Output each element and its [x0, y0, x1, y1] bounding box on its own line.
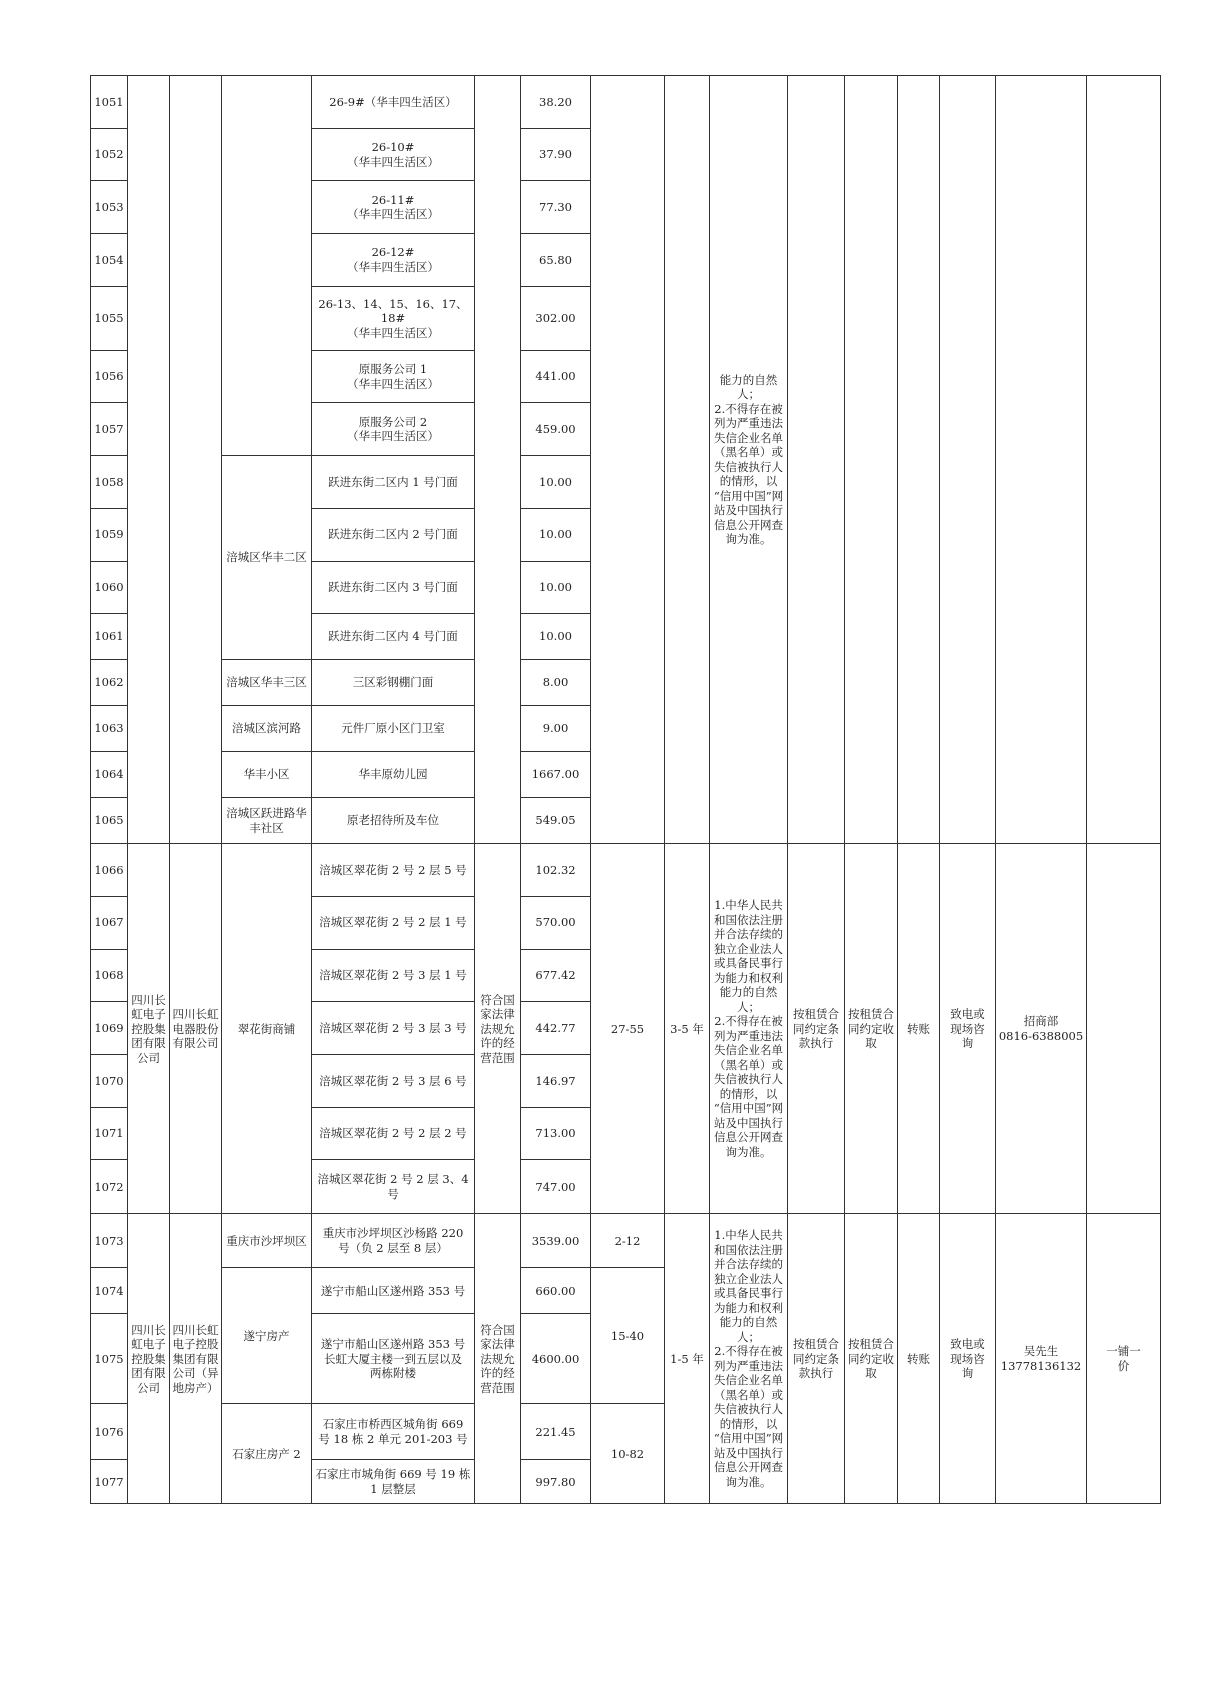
- location-cell-text: 涪城区翠花街 2 号 2 层 5 号: [319, 862, 467, 877]
- deposit-cell-text: 按租赁合 同约定条 款执行: [793, 1337, 839, 1381]
- unit-cell-text: 四川长虹 电子控股 集团有限 公司（异 地房产）: [172, 1322, 219, 1395]
- area-cell: [521, 234, 591, 287]
- area-cell: [521, 76, 591, 129]
- contact-cell-text: 招商部 0816-6388005: [998, 1014, 1084, 1043]
- area-cell-text: 8.00: [542, 675, 569, 690]
- location-cell: [312, 456, 475, 509]
- area-cell: [521, 508, 591, 561]
- row-number: [91, 181, 128, 234]
- row-number: [91, 76, 128, 129]
- method-cell: [1087, 76, 1161, 844]
- location-cell: [312, 1160, 475, 1214]
- location-cell-text: 跃进东街二区内 3 号门面: [328, 580, 458, 595]
- project-cell-text: 涪城区跃进路华 丰社区: [226, 806, 307, 835]
- row-number: [91, 1268, 128, 1314]
- row-number-text: 1060: [94, 580, 124, 595]
- deposit-cell: [788, 844, 845, 1214]
- scope-cell: [475, 76, 521, 844]
- location-cell: [312, 561, 475, 614]
- price-cell-text: 10-82: [610, 1446, 645, 1461]
- row-number: [91, 1002, 128, 1055]
- row-number: [91, 561, 128, 614]
- owner-cell: [128, 844, 170, 1214]
- project-cell: [222, 798, 312, 844]
- owner-cell: [128, 76, 170, 844]
- contact-cell: [996, 1214, 1087, 1504]
- area-cell-text: 10.00: [539, 527, 572, 542]
- area-cell-text: 4600.00: [531, 1351, 580, 1366]
- area-cell: [521, 1314, 591, 1404]
- location-cell: [312, 181, 475, 234]
- location-cell: [312, 1404, 475, 1460]
- location-cell-text: 石家庄市城角街 669 号 19 栋 1 层整层: [315, 1467, 471, 1496]
- row-number-text: 1073: [94, 1233, 124, 1248]
- term-cell: [665, 844, 710, 1214]
- term-cell-text: 3-5 年: [670, 1021, 704, 1036]
- price-cell: [591, 844, 665, 1214]
- area-cell-text: 997.80: [535, 1474, 576, 1489]
- contact-cell: [996, 76, 1087, 844]
- location-cell-text: 涪城区翠花街 2 号 2 层 3、4 号: [317, 1172, 469, 1201]
- area-cell-text: 10.00: [539, 474, 572, 489]
- location-cell: [312, 614, 475, 660]
- row-number: [91, 1107, 128, 1160]
- requirement-cell: [710, 1214, 788, 1504]
- row-number: [91, 614, 128, 660]
- location-cell-text: 原服务公司 1 （华丰四生活区）: [347, 362, 439, 391]
- location-cell: [312, 76, 475, 129]
- location-cell-text: 跃进东街二区内 1 号门面: [328, 474, 458, 489]
- area-cell: [521, 181, 591, 234]
- area-cell: [521, 949, 591, 1002]
- project-cell: [222, 706, 312, 752]
- area-cell-text: 146.97: [535, 1073, 576, 1088]
- area-cell: [521, 286, 591, 350]
- row-number-text: 1054: [94, 252, 124, 267]
- project-cell: [222, 752, 312, 798]
- row-number: [91, 949, 128, 1002]
- area-cell: [521, 403, 591, 456]
- payment-cell: [898, 1214, 940, 1504]
- price-cell: [591, 1404, 665, 1504]
- area-cell: [521, 1404, 591, 1460]
- requirement-cell: [710, 76, 788, 844]
- area-cell-text: 3539.00: [531, 1233, 580, 1248]
- project-cell: [222, 1214, 312, 1268]
- consult-cell: [940, 844, 996, 1214]
- location-cell-text: 26-11# （华丰四生活区）: [347, 192, 439, 222]
- row-number: [91, 1214, 128, 1268]
- area-cell: [521, 844, 591, 897]
- row-number-text: 1053: [94, 199, 124, 214]
- method-cell: [1087, 844, 1161, 1214]
- location-cell-text: 元件厂原小区门卫室: [341, 721, 445, 736]
- project-cell-text: 重庆市沙坪坝区: [226, 1233, 307, 1248]
- price-cell: [591, 76, 665, 844]
- project-cell-text: 涪城区华丰三区: [226, 675, 307, 690]
- scope-cell-text: 符合国 家法律 法规允 许的经 营范围: [480, 1322, 515, 1395]
- deposit-cell: [788, 76, 845, 844]
- location-cell-text: 涪城区翠花街 2 号 3 层 6 号: [319, 1073, 467, 1088]
- location-cell: [312, 350, 475, 403]
- row-number: [91, 660, 128, 706]
- project-cell: [222, 660, 312, 706]
- location-cell: [312, 660, 475, 706]
- method-cell-text: 一铺一 价: [1106, 1344, 1141, 1373]
- price-cell: [591, 1268, 665, 1404]
- consult-cell-text: 致电或 现场咨 询: [950, 1337, 985, 1381]
- row-number: [91, 456, 128, 509]
- area-cell-text: 221.45: [535, 1424, 576, 1439]
- payment-cell: [898, 76, 940, 844]
- area-cell: [521, 1268, 591, 1314]
- project-cell-text: 涪城区滨河路: [232, 721, 301, 736]
- row-number-text: 1063: [94, 721, 124, 736]
- row-number: [91, 706, 128, 752]
- row-number-text: 1056: [94, 369, 124, 384]
- area-cell: [521, 1054, 591, 1107]
- row-number: [91, 752, 128, 798]
- project-cell-text: 遂宁房产: [243, 1328, 290, 1343]
- area-cell: [521, 1002, 591, 1055]
- area-cell-text: 549.05: [535, 813, 576, 828]
- unit-cell: [170, 844, 222, 1214]
- area-cell: [521, 896, 591, 949]
- consult-cell-text: 致电或 现场咨 询: [950, 1007, 985, 1050]
- requirement-cell-text: 1.中华人民共 和国依法注册 并合法存续的 独立企业法人 或具备民事行 为能力和权利 能力的自然 人； 2.不得存在被 列为严重违法 失信企业名单 （黑名单）或 失信被执行人 的情形，以 “信用中国”网 站及中国执行 信息公开网查 询为准。: [713, 1228, 784, 1489]
- requirement-cell-text: 1.中华人民共 和国依法注册 并合法存续的 独立企业法人 或具备民事行 为能力和权利 能力的自然 人； 2.不得存在被 列为严重违法 失信企业名单 （黑名单）或 失信被执行人 的情形，以 “信用中国”网 站及中国执行 信息公开网查 询为准。: [713, 898, 784, 1159]
- row-number-text: 1067: [94, 915, 124, 930]
- price-cell-text: 27-55: [610, 1021, 645, 1036]
- area-cell: [521, 1160, 591, 1214]
- rent-collect-cell-text: 按租赁合 同约定收 取: [848, 1007, 894, 1050]
- project-cell-text: 石家庄房产 2: [232, 1446, 301, 1461]
- location-cell: [312, 1107, 475, 1160]
- scope-cell: [475, 1214, 521, 1504]
- scope-cell: [475, 844, 521, 1214]
- location-cell-text: 26-10# （华丰四生活区）: [347, 140, 439, 169]
- location-cell-text: 原服务公司 2 （华丰四生活区）: [347, 414, 439, 444]
- area-cell-text: 10.00: [539, 580, 572, 595]
- row-number: [91, 234, 128, 287]
- area-cell-text: 1667.00: [531, 767, 580, 782]
- consult-cell: [940, 1214, 996, 1504]
- table-row: [91, 844, 1161, 897]
- unit-cell-text: 四川长虹 电器股份 有限公司: [172, 1007, 219, 1050]
- location-cell: [312, 508, 475, 561]
- owner-cell-text: 四川长 虹电子 控股集 团有限 公司: [131, 1322, 166, 1395]
- area-cell-text: 677.42: [535, 968, 576, 983]
- area-cell-text: 65.80: [539, 252, 572, 267]
- area-cell-text: 442.77: [535, 1020, 576, 1035]
- row-number: [91, 350, 128, 403]
- location-cell: [312, 1268, 475, 1314]
- consult-cell: [940, 76, 996, 844]
- location-cell: [312, 752, 475, 798]
- row-number: [91, 844, 128, 897]
- term-cell: [665, 76, 710, 844]
- location-cell: [312, 706, 475, 752]
- row-number-text: 1077: [94, 1474, 124, 1489]
- row-number: [91, 1160, 128, 1214]
- area-cell: [521, 456, 591, 509]
- deposit-cell: [788, 1214, 845, 1504]
- location-cell: [312, 1314, 475, 1404]
- location-cell: [312, 286, 475, 350]
- row-number-text: 1074: [94, 1283, 124, 1298]
- area-cell-text: 713.00: [535, 1126, 576, 1141]
- property-lease-table: [90, 75, 1161, 1504]
- contact-cell-text: 吴先生 13778136132: [1000, 1344, 1082, 1373]
- area-cell-text: 570.00: [535, 915, 576, 930]
- row-number-text: 1065: [94, 813, 124, 828]
- area-cell-text: 660.00: [535, 1283, 576, 1298]
- area-cell-text: 441.00: [535, 369, 576, 384]
- location-cell-text: 遂宁市船山区遂州路 353 号 长虹大厦主楼一到五层以及 两栋附楼: [320, 1337, 466, 1381]
- row-number-text: 1059: [94, 527, 124, 542]
- location-cell: [312, 1054, 475, 1107]
- term-cell-text: 1-5 年: [670, 1351, 704, 1366]
- area-cell-text: 747.00: [535, 1179, 576, 1194]
- location-cell-text: 华丰原幼儿园: [358, 767, 428, 782]
- location-cell-text: 石家庄市桥西区城角街 669 号 18 栋 2 单元 201-203 号: [318, 1417, 468, 1446]
- location-cell-text: 跃进东街二区内 2 号门面: [328, 527, 458, 542]
- area-cell: [521, 798, 591, 844]
- location-cell-text: 遂宁市船山区遂州路 353 号: [320, 1283, 466, 1298]
- rent-collect-cell: [845, 76, 898, 844]
- requirement-cell: [710, 844, 788, 1214]
- area-cell: [521, 706, 591, 752]
- area-cell: [521, 1460, 591, 1504]
- area-cell-text: 9.00: [542, 721, 569, 736]
- row-number-text: 1052: [94, 147, 124, 162]
- contact-cell: [996, 844, 1087, 1214]
- owner-cell-text: 四川长 虹电子 控股集 团有限 公司: [131, 992, 166, 1065]
- row-number-text: 1069: [94, 1020, 124, 1035]
- table-body: [91, 76, 1161, 1504]
- location-cell-text: 原老招待所及车位: [347, 813, 439, 828]
- row-number-text: 1055: [94, 311, 124, 325]
- row-number-text: 1062: [94, 675, 124, 690]
- project-cell: [222, 1268, 312, 1404]
- rent-collect-cell: [845, 844, 898, 1214]
- row-number: [91, 1404, 128, 1460]
- area-cell: [521, 1214, 591, 1268]
- row-number-text: 1064: [94, 767, 124, 782]
- row-number-text: 1057: [94, 422, 124, 437]
- location-cell-text: 26-12# （华丰四生活区）: [347, 245, 439, 274]
- location-cell: [312, 798, 475, 844]
- row-number: [91, 1054, 128, 1107]
- row-number-text: 1072: [94, 1179, 124, 1194]
- location-cell: [312, 234, 475, 287]
- project-cell-text: 翠花街商铺: [237, 1021, 296, 1036]
- row-number: [91, 508, 128, 561]
- scope-cell-text: 符合国 家法律 法规允 许的经 营范围: [480, 992, 515, 1065]
- location-cell-text: 涪城区翠花街 2 号 3 层 3 号: [319, 1020, 467, 1035]
- row-number: [91, 403, 128, 456]
- row-number-text: 1075: [94, 1351, 124, 1366]
- unit-cell: [170, 76, 222, 844]
- location-cell: [312, 844, 475, 897]
- row-number-text: 1068: [94, 968, 124, 983]
- price-cell-text: 15-40: [610, 1328, 645, 1343]
- row-number: [91, 896, 128, 949]
- row-number: [91, 128, 128, 181]
- area-cell: [521, 614, 591, 660]
- rent-collect-cell-text: 按租赁合 同约定收 取: [848, 1337, 894, 1381]
- row-number: [91, 1314, 128, 1404]
- location-cell: [312, 1002, 475, 1055]
- location-cell-text: 涪城区翠花街 2 号 2 层 2 号: [319, 1126, 467, 1141]
- payment-cell-text: 转账: [907, 1351, 930, 1366]
- payment-cell-text: 转账: [907, 1021, 930, 1036]
- area-cell-text: 102.32: [535, 862, 576, 877]
- row-number: [91, 1460, 128, 1504]
- row-number: [91, 286, 128, 350]
- deposit-cell-text: 按租赁合 同约定条 款执行: [793, 1007, 839, 1050]
- project-cell-text: 华丰小区: [243, 767, 290, 782]
- row-number-text: 1058: [94, 474, 124, 489]
- area-cell: [521, 1107, 591, 1160]
- row-number-text: 1070: [94, 1073, 124, 1088]
- location-cell: [312, 1460, 475, 1504]
- project-cell: [222, 1404, 312, 1504]
- location-cell-text: 重庆市沙坪坝区沙杨路 220 号（负 2 层至 8 层）: [322, 1226, 464, 1255]
- area-cell: [521, 561, 591, 614]
- location-cell-text: 三区彩钢棚门面: [352, 675, 434, 690]
- payment-cell: [898, 844, 940, 1214]
- rent-collect-cell: [845, 1214, 898, 1504]
- area-cell: [521, 660, 591, 706]
- location-cell: [312, 1214, 475, 1268]
- unit-cell: [170, 1214, 222, 1504]
- location-cell-text: 跃进东街二区内 4 号门面: [328, 629, 458, 644]
- row-number-text: 1071: [94, 1126, 124, 1141]
- location-cell-text: 26-13、14、15、16、17、 18# （华丰四生活区）: [318, 296, 468, 340]
- owner-cell: [128, 1214, 170, 1504]
- area-cell: [521, 350, 591, 403]
- location-cell: [312, 403, 475, 456]
- row-number-text: 1061: [94, 629, 124, 644]
- area-cell: [521, 752, 591, 798]
- area-cell-text: 459.00: [535, 422, 576, 437]
- project-cell-text: 涪城区华丰二区: [226, 550, 307, 565]
- project-cell: [222, 844, 312, 1214]
- location-cell-text: 26-9#（华丰四生活区）: [329, 94, 457, 109]
- area-cell: [521, 128, 591, 181]
- row-number-text: 1066: [94, 862, 124, 877]
- location-cell: [312, 128, 475, 181]
- area-cell-text: 302.00: [535, 311, 576, 325]
- term-cell: [665, 1214, 710, 1504]
- location-cell: [312, 896, 475, 949]
- location-cell-text: 涪城区翠花街 2 号 2 层 1 号: [319, 915, 467, 930]
- row-number-text: 1076: [94, 1424, 124, 1439]
- table-row: [91, 1214, 1161, 1268]
- project-cell: [222, 76, 312, 456]
- requirement-cell-text: 能力的自然 人； 2.不得存在被 列为严重违法 失信企业名单 （黑名单）或 失信被执行人 的情形，以 “信用中国”网 站及中国执行 信息公开网查 询为准。: [713, 372, 784, 547]
- table-row: [91, 76, 1161, 129]
- row-number: [91, 798, 128, 844]
- area-cell-text: 37.90: [539, 147, 572, 162]
- location-cell: [312, 949, 475, 1002]
- area-cell-text: 77.30: [539, 199, 572, 214]
- price-cell: [591, 1214, 665, 1268]
- method-cell: [1087, 1214, 1161, 1504]
- price-cell-text: 2-12: [614, 1233, 641, 1248]
- row-number-text: 1051: [94, 94, 124, 109]
- project-cell: [222, 456, 312, 660]
- location-cell-text: 涪城区翠花街 2 号 3 层 1 号: [319, 968, 467, 983]
- area-cell-text: 10.00: [539, 629, 572, 644]
- area-cell-text: 38.20: [539, 94, 572, 109]
